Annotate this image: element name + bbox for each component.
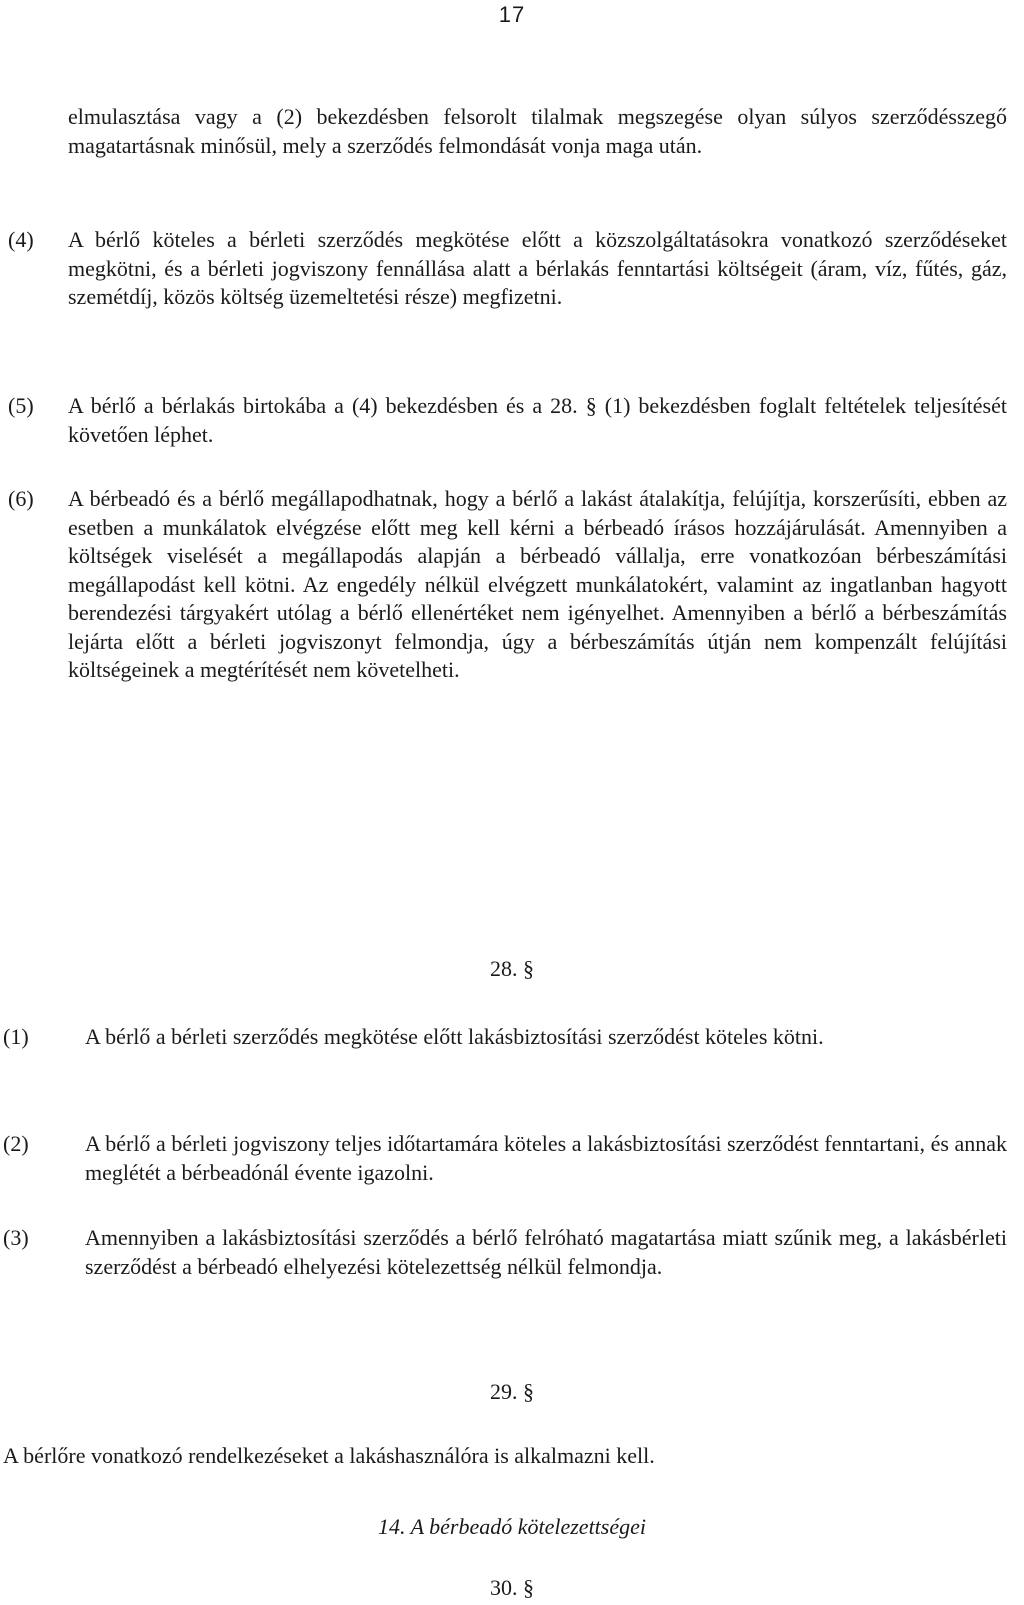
continuation-paragraph: elmulasztása vagy a (2) bekezdésben felsorolt tilalmak megszegése olyan súlyos szerződésszegő magatartásnak minősül, mely a szerződés felmondását vonja maga után. [68,104,1007,158]
paragraph-number-28-3: (3) [3,1225,29,1250]
paragraph-27-6: A bérbeadó és a bérlő megállapodhatnak, hogy a bérlő a lakást átalakítja, felújítja, korszerűsíti, ebben az esetben a munkálatok elvégzése előtt meg kell kérni a bérbeadó írásos hozzájárulását. Amennyiben a költségek viselését a megállapodás alapján a bérbeadó vállalja, erre vonatkozóan bérbeszámítási megállapodást kell kötni. Az engedély nélkül elvégzett munkálatokért, valamint az ingatlanban hagyott berendezési tárgyakért utólag a bérlő ellenértéket nem igényelhet. Amennyiben a bérlő a bérbeszámítás lejárta előtt a bérleti jogviszonyt felmondja, úgy a bérbeszámítás útján nem kompenzált felújítási költségeinek a megtérítését nem követelheti. [68,486,1007,682]
paragraph-number-27-5: (5) [8,393,34,418]
paragraph-number-28-1: (1) [3,1024,29,1049]
paragraph-28-3: Amennyiben a lakásbiztosítási szerződés a bérlő felróható magatartása miatt szűnik meg, a lakásbérleti szerződést a bérbeadó elhelyezési kötelezettség nélkül felmondja. [85,1225,1007,1279]
paragraph-28-2: A bérlő a bérleti jogviszony teljes időtartamára köteles a lakásbiztosítási szerződést fenntartani, és annak meglétét a bérbeadónál évente igazolni. [85,1131,1007,1185]
section-heading-28: 28. § [490,956,534,981]
section-heading-29: 29. § [490,1379,534,1404]
section-heading-30: 30. § [490,1575,534,1600]
paragraph-number-27-6: (6) [8,486,34,511]
paragraph-28-1: A bérlő a bérleti szerződés megkötése előtt lakásbiztosítási szerződést köteles kötni. [85,1024,824,1049]
paragraph-27-4: A bérlő köteles a bérleti szerződés megkötése előtt a közszolgáltatásokra vonatkozó szerződéseket megkötni, és a bérleti jogviszony fennállása alatt a bérlakás fenntartási költségeit (áram, víz, fűtés, gáz, szemétdíj, közös költség üzemeltetési része) megfizetni. [68,227,1007,309]
page-number: 17 [498,2,526,27]
chapter-title-14: 14. A bérbeadó kötelezettségei [377,1514,646,1539]
paragraph-27-5: A bérlő a bérlakás birtokába a (4) bekezdésben és a 28. § (1) bekezdésben foglalt feltételek teljesítését követően léphet. [68,393,1007,447]
paragraph-29: A bérlőre vonatkozó rendelkezéseket a lakáshasználóra is alkalmazni kell. [3,1443,655,1468]
paragraph-number-28-2: (2) [3,1131,29,1156]
paragraph-number-27-4: (4) [8,227,34,252]
